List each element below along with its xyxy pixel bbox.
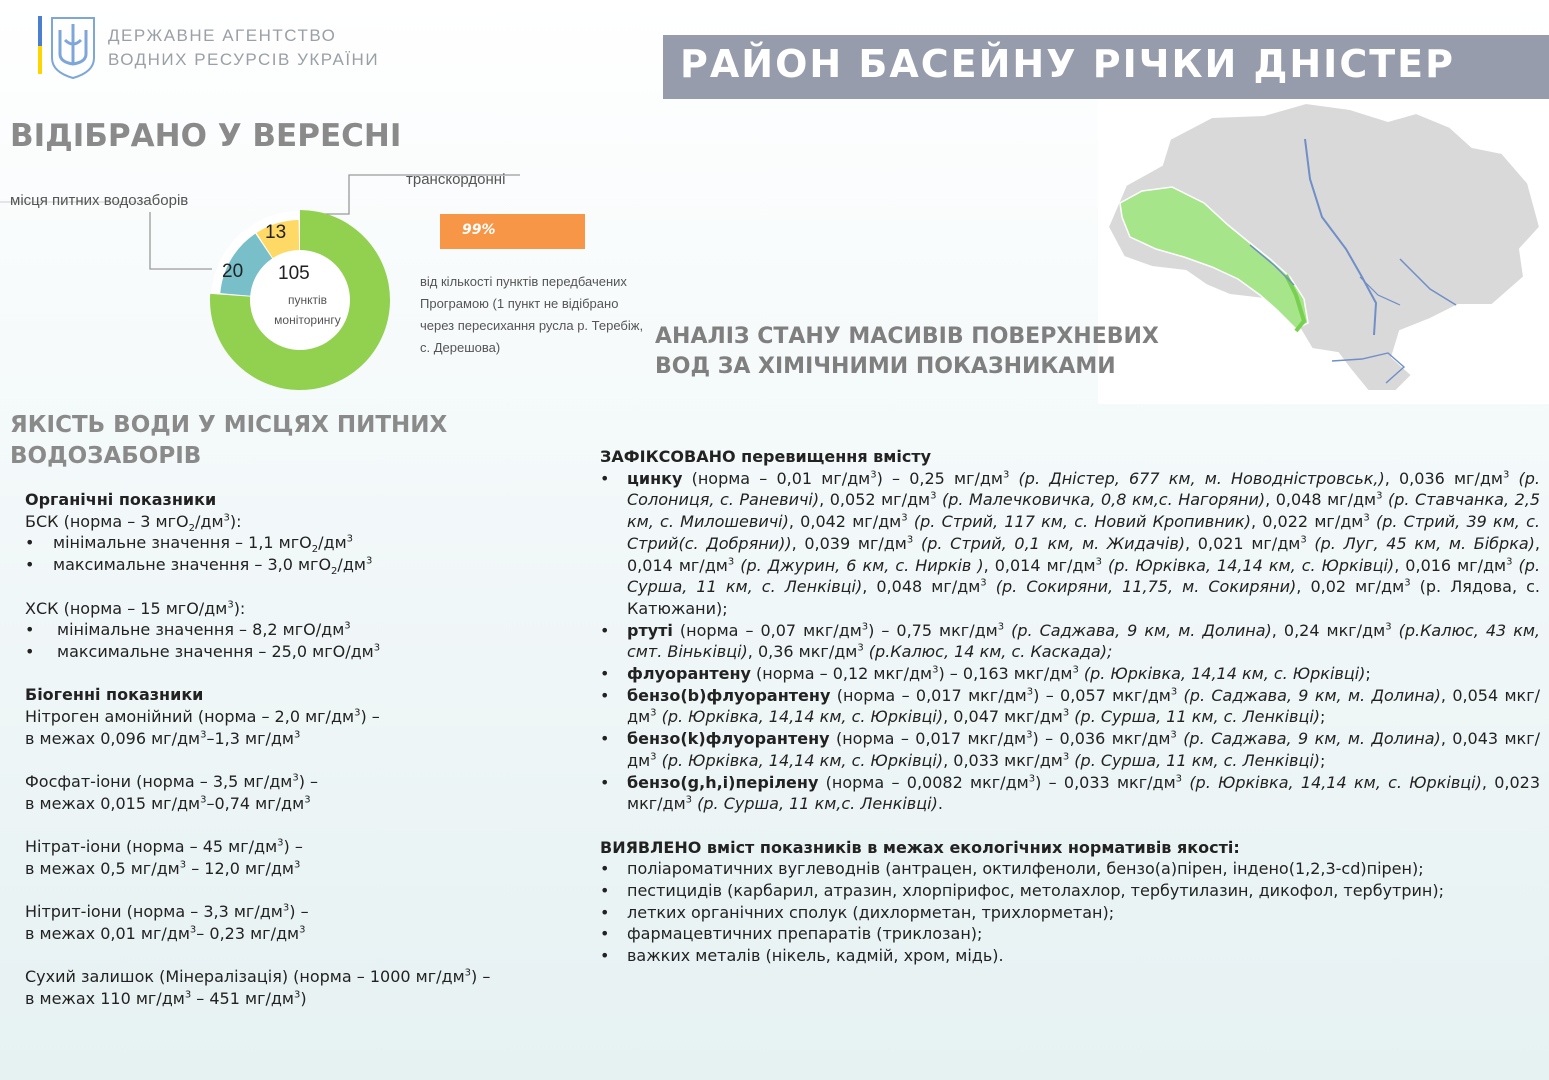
location: (р. Юрківка, 14,14 км, с. Юрківці) — [656, 707, 944, 727]
location: (р. Ставчанка, 2,5 км, с. Милошевичі) — [627, 490, 1541, 532]
sup: 3 — [1170, 686, 1178, 698]
sup: 3 — [1028, 773, 1036, 785]
within-heading: ВИЯВЛЕНО вміст показників в межах екологічних нормативів якості: — [600, 837, 1240, 857]
ammonium-range-text: в межах 0,096 мг/дм — [25, 728, 201, 748]
agency-line-2: ВОДНИХ РЕСУРСІВ УКРАЇНИ — [108, 50, 380, 69]
within-item: • пестицидів (карбарил, атразин, хлорпірифос, метолахлор, тербутилазин, дикофол, тербутрин); — [600, 880, 1540, 902]
nitrite-range-text: в межах 0,01 мг/дм — [25, 923, 190, 943]
dry-residue-norm — [25, 966, 570, 988]
value-text: , 0,042 мг/дм — [788, 512, 902, 532]
sup: 3 — [1385, 621, 1392, 633]
value-text: , 0,047 мкг/дм — [943, 707, 1063, 727]
nitrate-norm-end: ) – — [283, 837, 303, 857]
hsk-max-text: максимальне значення – 25,0 мгО/дм — [57, 641, 374, 661]
value-text: (норма – 0,0082 мкг/дм — [818, 772, 1029, 792]
location: (р. Малечковичка, 0,8 км,с. Нагоряни) — [936, 490, 1266, 510]
nitrate-range — [25, 858, 570, 880]
ammonium-norm-end: ) – — [360, 707, 380, 726]
ammonium-range — [25, 728, 570, 750]
donut-center-label — [255, 290, 360, 330]
sup: 3 — [464, 968, 472, 980]
sub: 2 — [188, 522, 195, 534]
sub: 2 — [331, 566, 338, 578]
dry-residue-norm-end: ) – — [471, 967, 491, 987]
analysis-heading-line-2: ВОД ЗА ХІМІЧНИМИ ПОКАЗНИКАМИ — [655, 354, 1116, 379]
sup: 3 — [294, 729, 301, 741]
value-text: (норма – 0,01 мг/дм — [682, 468, 871, 488]
location: (р. Стрий, 39 км, с. Стрий(с. Добряни)) — [627, 512, 1541, 553]
phosphate-norm-text: Фосфат-іони (норма – 3,5 мг/дм — [25, 772, 293, 792]
location: (р. Саджава, 9 км, м. Долина) — [1176, 729, 1441, 749]
agency-line-1: ДЕРЖАВНЕ АГЕНТСТВО — [108, 26, 337, 45]
within-list — [600, 858, 1540, 967]
bsk-min-unit: /дм — [318, 533, 347, 553]
exceedance-section — [600, 446, 1540, 967]
value-text: , 0,02 мг/дм — [1296, 577, 1405, 597]
location: (р. Юрківка, 14,14 км, с. Юрківці) — [1182, 772, 1482, 792]
within-item: • поліароматичних вуглеводнів (антрацен, октилфеноли, бензо(а)пірен, індено(1,2,3-cd)пірен); — [600, 858, 1540, 880]
hsk-min — [25, 619, 570, 641]
substance-name: бензо(b)флуорантену — [627, 685, 831, 705]
value-text: , 0,033 мкг/дм — [943, 750, 1063, 770]
substance-name: цинку — [627, 468, 683, 488]
phosphate-range-max: –0,74 мг/дм — [206, 793, 305, 813]
value-text: , 0,36 мкг/дм — [747, 642, 858, 662]
analysis-heading-line-1: АНАЛІЗ СТАНУ МАСИВІВ ПОВЕРХНЕВИХ — [655, 324, 1159, 349]
sup: 3 — [1003, 469, 1010, 481]
bsk-norm-unit: /дм — [195, 511, 224, 531]
nitrite-range-max: – 0,23 мг/дм — [196, 923, 300, 943]
sup: 3 — [282, 902, 290, 914]
value-text: , 0,022 мг/дм — [1250, 512, 1364, 532]
value-text: ; — [1320, 707, 1326, 727]
phosphate-range-text: в межах 0,015 мг/дм — [25, 793, 201, 813]
sup: 3 — [1502, 469, 1510, 481]
phosphate-norm — [25, 771, 570, 793]
hsk-min-text: мінімальне значення – 8,2 мгО/дм — [57, 620, 345, 640]
value-transboundary: 13 — [265, 222, 287, 243]
ammonium-range-max: –1,3 мг/дм — [206, 728, 294, 748]
value-text: ) – 0,75 мкг/дм — [868, 620, 998, 640]
label-transboundary: транскордонні — [406, 171, 506, 188]
exceed-item — [600, 685, 1540, 728]
sup: 3 — [1072, 664, 1079, 676]
sup: 3 — [373, 642, 381, 654]
dry-residue-range — [25, 988, 570, 1010]
sup: 3 — [857, 643, 864, 654]
quality-heading — [10, 410, 510, 472]
sup: 3 — [650, 751, 657, 763]
dry-residue-norm-text: Сухий залишок (Мінералізація) (норма – 1000 мг/дм — [25, 967, 465, 987]
ammonium-norm — [25, 706, 570, 728]
value-text: , 0,039 мг/дм — [791, 533, 907, 553]
label-drinking-water-intakes: місця питних водозаборів — [10, 192, 189, 209]
hsk-norm — [25, 598, 570, 620]
value-text: , 0,24 мкг/дм — [1271, 620, 1386, 640]
sup: 3 — [346, 534, 354, 546]
sup: 3 — [200, 794, 207, 806]
location: (р. Саджава, 9 км, м. Долина) — [1004, 620, 1272, 640]
value-text: , 0,054 мкг/дм — [627, 685, 1541, 727]
hsk-max — [25, 641, 570, 663]
exceed-item — [600, 728, 1540, 771]
value-text: , 0,014 мг/дм — [627, 533, 1541, 575]
sup: 3 — [227, 599, 234, 611]
bsk-min-text: мінімальне значення – 1,1 мгО — [53, 533, 312, 553]
sup: 3 — [1026, 729, 1033, 741]
dry-residue-range-text: в межах 110 мг/дм — [25, 989, 185, 1009]
sup: 3 — [299, 924, 306, 936]
phosphate-range — [25, 793, 570, 815]
nitrate-norm-text: Нітрат-іони (норма – 45 мг/дм — [25, 837, 278, 857]
sup: 3 — [1404, 577, 1411, 589]
sup: 3 — [685, 794, 693, 806]
location: (р. Юрківка, 14,14 км, с. Юрківці) — [656, 750, 944, 770]
hsk-norm-text: ХСК (норма – 15 мгО/дм — [25, 598, 228, 618]
value-text: , 0,036 мг/дм — [1384, 468, 1503, 488]
substance-name: флуорантену — [627, 664, 751, 684]
location: (р. Сокиряни, 11,75, м. Сокиряни) — [986, 577, 1297, 597]
value-text: ) – 0,163 мкг/дм — [938, 664, 1073, 684]
location: (р. Дністер, 677 км, м. Новодністровськ,) — [1009, 468, 1385, 488]
location: (р. Сурша, 11 км, с. Ленківці) — [1069, 707, 1321, 727]
sup: 3 — [1300, 534, 1307, 546]
value-text: ) – 0,25 мг/дм — [876, 468, 1004, 488]
bsk-max-text: максимальне значення – 3,0 мгО — [53, 555, 332, 575]
location: (р. Саджава, 9 км, м. Долина) — [1177, 685, 1441, 705]
value-text: , 0,021 мг/дм — [1185, 533, 1301, 553]
sampled-heading: ВІДІБРАНО У ВЕРЕСНІ — [10, 118, 402, 154]
sup: 3 — [294, 859, 301, 871]
sup: 3 — [997, 621, 1005, 633]
value-text: (норма – 0,017 мкг/дм — [830, 685, 1027, 705]
agency-name — [108, 24, 379, 72]
sup: 3 — [277, 837, 284, 849]
trident-logo-icon — [38, 14, 100, 80]
substance-name: ртуті — [627, 620, 673, 640]
value-drinking: 20 — [222, 261, 244, 282]
sup: 3 — [292, 772, 299, 784]
nitrate-range-text: в межах 0,5 мг/дм — [25, 858, 180, 878]
value-text: ; — [1320, 750, 1326, 770]
nitrate-norm — [25, 836, 570, 858]
phosphate-norm-end: ) – — [298, 772, 319, 792]
value-text: (норма – 0,017 мкг/дм — [829, 729, 1027, 749]
exceed-item — [600, 620, 1540, 663]
sup: 3 — [1095, 556, 1102, 568]
nitrite-range — [25, 923, 570, 945]
sup: 3 — [189, 924, 197, 936]
hsk-norm-end: ): — [233, 598, 246, 618]
sup: 3 — [1062, 751, 1070, 763]
value-total: 105 — [278, 263, 310, 284]
location: (р. Солониця, с. Раневичі) — [627, 468, 1541, 510]
location: (р. Сурша, 11 км, с. Ленківці) — [627, 555, 1541, 597]
center-label-line-1: пунктів — [287, 293, 328, 307]
value-text: ) – 0,057 мкг/дм — [1033, 685, 1171, 705]
value-text: ) – 0,036 мкг/дм — [1032, 729, 1171, 749]
dry-residue-range-end: ) — [300, 989, 307, 1009]
quality-heading-line-1: ЯКІСТЬ ВОДИ У МІСЦЯХ ПИТНИХ — [10, 412, 448, 438]
quality-heading-line-2: ВОДОЗАБОРІВ — [10, 443, 202, 469]
substance-name: бензо(k)флуорантену — [627, 729, 830, 749]
location: (р. Юрківка, 14,14 км, с. Юрківці) — [1078, 664, 1366, 684]
sup: 3 — [930, 491, 937, 503]
within-item: • летких органічних сполук (дихлорметан, трихлорметан); — [600, 902, 1540, 924]
sup: 3 — [650, 708, 657, 720]
sup: 3 — [861, 621, 869, 633]
value-text: , 0,016 мг/дм — [1394, 555, 1507, 575]
location: (р. Стрий, 117 км, с. Новий Кропивник) — [907, 512, 1251, 532]
sup: 3 — [980, 577, 987, 589]
nitrite-norm-end: ) – — [289, 902, 309, 922]
sup: 3 — [294, 989, 301, 1001]
sup: 3 — [354, 707, 361, 719]
sup: 3 — [223, 512, 230, 524]
value-text: . — [937, 794, 943, 814]
within-item: • важких металів (нікель, кадмій, хром, мідь). — [600, 945, 1540, 967]
value-text: (норма – 0,07 мкг/дм — [672, 620, 862, 640]
location: (р. Сурша, 11 км,с. Ленківці) — [692, 794, 938, 814]
sup: 3 — [932, 664, 939, 676]
within-item: • фармацевтичних препаратів (триклозан); — [600, 923, 1540, 945]
value-text: , 0,043 мкг/дм — [627, 729, 1541, 770]
value-text: ) – 0,033 мкг/дм — [1035, 772, 1176, 792]
nitrate-range-max: – 12,0 мг/дм — [186, 858, 294, 878]
exceed-item — [600, 468, 1540, 620]
ammonium-norm-text: Нітроген амонійний (норма – 2,0 мг/дм — [25, 707, 355, 726]
sup: 3 — [1062, 708, 1070, 720]
sup: 3 — [906, 534, 914, 546]
biogenic-title: Біогенні показники — [25, 685, 204, 705]
sup: 3 — [1175, 773, 1183, 785]
bsk-max-unit: /дм — [337, 555, 366, 575]
value-text: (р. Лядова, с. Катюжани); — [627, 577, 1541, 618]
location: (р.Калюс, 14 км, с. Каскада); — [863, 642, 1113, 662]
value-text: , 0,048 мг/дм — [1265, 490, 1377, 510]
sup: 3 — [1376, 491, 1383, 503]
sup: 3 — [1506, 556, 1513, 568]
sup: 3 — [727, 556, 735, 568]
sup: 3 — [344, 620, 351, 632]
location: (р. Юрківка, 14,14 км, с. Юрківці) — [1101, 555, 1395, 575]
exceed-item — [600, 772, 1540, 815]
sup: 3 — [870, 469, 877, 481]
bsk-norm-text: БСК (норма – 3 мгО — [25, 511, 189, 531]
sup: 3 — [1026, 686, 1034, 698]
sup: 3 — [1170, 729, 1177, 741]
value-text: (норма – 0,12 мкг/дм — [750, 664, 933, 684]
location: (р. Луг, 45 км, м. Бібрка) — [1306, 533, 1535, 553]
sup: 3 — [179, 859, 187, 871]
exceed-list — [600, 468, 1540, 815]
nitrite-norm-text: Нітрит-іони (норма – 3,3 мг/дм — [25, 902, 283, 922]
sup: 3 — [901, 512, 908, 524]
dry-residue-range-max: – 451 мг/дм — [191, 989, 294, 1009]
center-label-line-2: моніторингу — [274, 313, 341, 327]
analysis-heading — [655, 322, 1215, 382]
value-text: , 0,014 мг/дм — [983, 555, 1096, 575]
banner-title: РАЙОН БАСЕЙНУ РІЧКИ ДНІСТЕР — [680, 42, 1455, 86]
sup: 3 — [1363, 512, 1370, 524]
location: (р. Джурин, 6 км, с. Нирків ) — [734, 555, 984, 575]
exceed-item — [600, 663, 1540, 685]
sub: 2 — [311, 544, 319, 556]
value-text: ; — [1365, 664, 1371, 684]
bsk-norm — [25, 511, 570, 533]
bsk-min — [25, 532, 570, 554]
location: (р. Сурша, 11 км, с. Ленківці) — [1069, 750, 1321, 770]
value-text: , 0,023 мкг/дм — [627, 772, 1541, 814]
percent-value: 99% — [462, 222, 496, 238]
nitrite-norm — [25, 901, 570, 923]
bsk-max — [25, 554, 570, 576]
drinking-water-indicators — [25, 489, 570, 1010]
value-text: , 0,052 мг/дм — [819, 490, 931, 510]
percent-note: від кількості пунктів передбачених Програмою (1 пункт не відібрано через пересихання русла р. Теребіж, с. Дерешова) — [420, 274, 644, 355]
sup: 3 — [304, 794, 311, 806]
sup: 3 — [200, 729, 207, 741]
bsk-norm-end: ): — [229, 511, 242, 531]
location: (р. Стрий, 0,1 км, м. Жидачів) — [913, 533, 1186, 553]
exceed-heading: ЗАФІКСОВАНО перевищення вмісту — [600, 447, 932, 466]
sup: 3 — [184, 989, 192, 1001]
substance-name: бензо(g,h,i)перілену — [627, 772, 819, 792]
location: (р.Калюс, 43 км, смт. Віньківці) — [627, 620, 1541, 662]
sup: 3 — [365, 555, 373, 567]
value-text: , 0,048 мг/дм — [862, 577, 981, 597]
organic-title: Органічні показники — [25, 490, 217, 509]
